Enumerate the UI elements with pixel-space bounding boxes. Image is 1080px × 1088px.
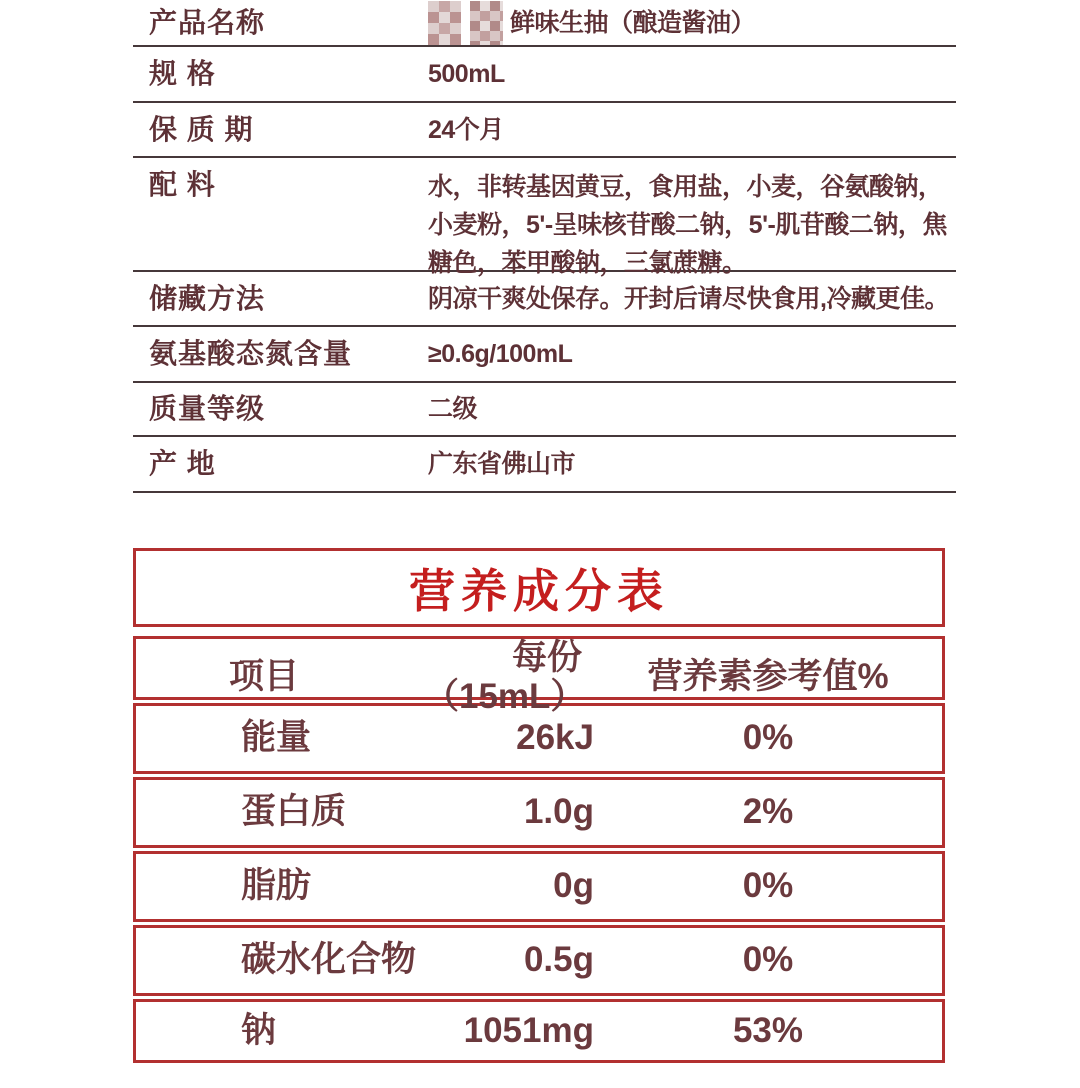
nutrition-row-fat xyxy=(133,851,945,922)
spec-value: 500mL xyxy=(428,60,505,88)
spec-value: ≥0.6g/100mL xyxy=(428,340,573,368)
spec-label: 配 料 xyxy=(149,169,216,200)
nutrition-header-item: 项目 xyxy=(228,657,299,697)
spec-row-ingredients xyxy=(133,158,956,277)
spec-label: 储藏方法 xyxy=(149,282,266,314)
spec-value: 阴凉干爽处保存。开封后请尽快食用,冷藏更佳。 xyxy=(428,284,949,313)
nutrition-item: 蛋白质 xyxy=(241,792,347,832)
spec-value: 24个月 xyxy=(428,115,504,144)
spec-row-origin xyxy=(133,437,956,493)
nutrition-title: 营养成分表 xyxy=(409,564,669,617)
product-spec-table xyxy=(133,0,956,493)
nutrition-title-box xyxy=(133,548,945,627)
spec-row-storage xyxy=(133,272,956,327)
brand-redaction-mosaic xyxy=(428,1,503,45)
nutrition-header-per-serving: 每份（15mL） xyxy=(424,638,586,716)
nutrition-row-protein xyxy=(133,777,945,848)
spec-label: 产 地 xyxy=(149,448,216,480)
nutrition-header-row xyxy=(133,636,945,716)
spec-label: 规 格 xyxy=(149,58,216,90)
nutrition-item: 碳水化合物 xyxy=(241,940,417,980)
nutrition-amount: 1051mg xyxy=(463,1010,594,1050)
spec-row-product-name xyxy=(133,0,956,47)
nutrition-nrv: 0% xyxy=(742,718,794,758)
nutrition-amount: 26kJ xyxy=(516,718,594,758)
nutrition-row-carbohydrate xyxy=(133,925,945,996)
spec-label: 产品名称 xyxy=(149,6,266,38)
nutrition-amount: 1.0g xyxy=(523,792,594,832)
nutrition-amount: 0g xyxy=(553,866,594,906)
nutrition-nrv: 2% xyxy=(742,792,794,832)
nutrition-item: 能量 xyxy=(241,718,312,758)
nutrition-item: 钠 xyxy=(241,1010,277,1050)
mosaic-block xyxy=(470,1,503,45)
spec-label: 质量等级 xyxy=(149,393,266,425)
spec-value: 水，非转基因黄豆，食用盐，小麦，谷氨酸钠，小麦粉，5'-呈味核苷酸二钠，5'-肌苷酸二钠，焦糖色，苯甲酸钠，三氯蔗糖。 xyxy=(428,173,947,277)
spec-row-shelf-life xyxy=(133,103,956,158)
spec-row-quality-grade xyxy=(133,383,956,437)
nutrition-header-nrv: 营养素参考值% xyxy=(647,657,889,697)
spec-value: 二级 xyxy=(428,395,478,423)
product-name-text: 鲜味生抽（酿造酱油） xyxy=(510,8,756,37)
spec-value: 广东省佛山市 xyxy=(428,450,576,478)
nutrition-amount: 0.5g xyxy=(523,940,594,980)
mosaic-block xyxy=(428,1,461,45)
nutrition-row-sodium xyxy=(133,999,945,1063)
nutrition-nrv: 53% xyxy=(732,1010,804,1050)
nutrition-nrv: 0% xyxy=(742,940,794,980)
spec-value xyxy=(428,1,956,45)
spec-label: 氨基酸态氮含量 xyxy=(149,338,353,370)
spec-row-size xyxy=(133,47,956,103)
nutrition-item: 脂肪 xyxy=(241,866,312,906)
nutrition-table xyxy=(133,636,945,1066)
spec-label: 保 质 期 xyxy=(149,113,254,145)
spec-row-amino-nitrogen xyxy=(133,327,956,383)
nutrition-nrv: 0% xyxy=(742,866,794,906)
